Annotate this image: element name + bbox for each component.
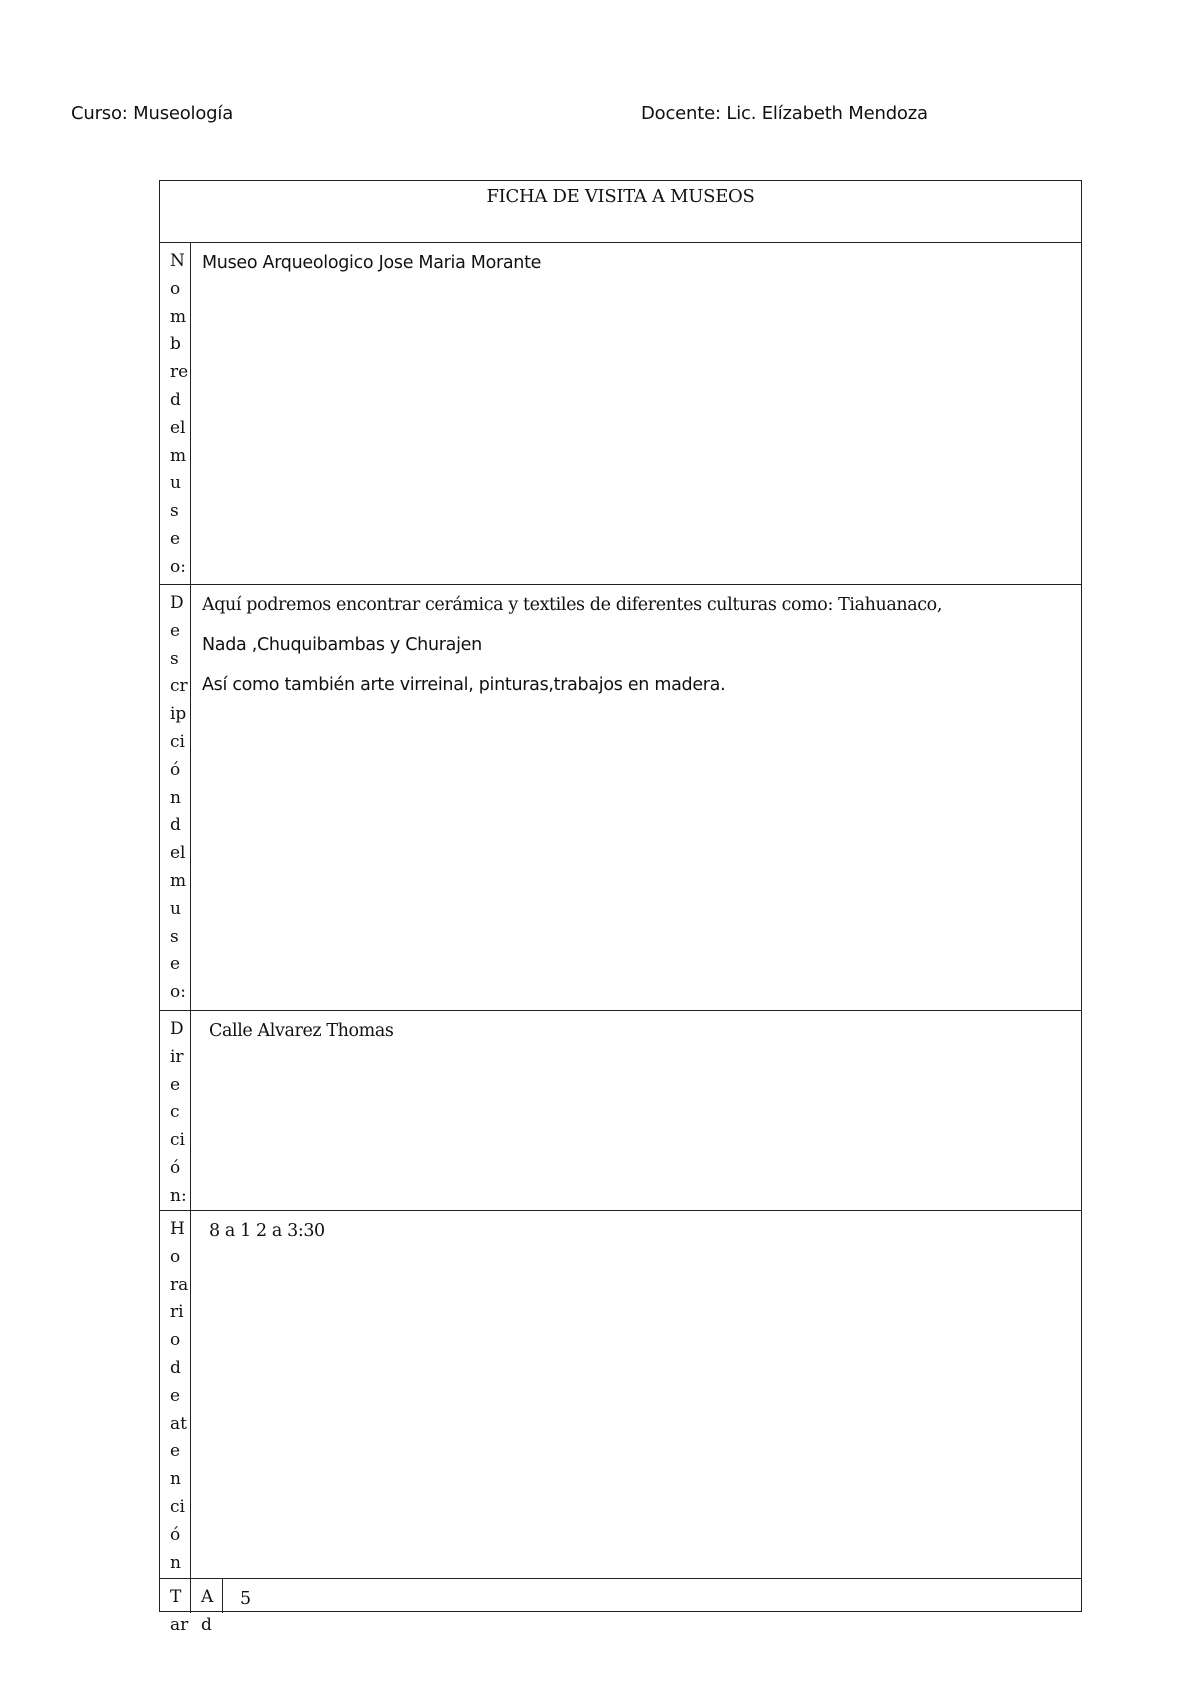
fee-label: T ar [160, 1579, 191, 1613]
museum-description-row [160, 584, 1081, 1010]
opening-hours-value: 8 a 1 2 a 3:30 [209, 1221, 325, 1241]
museum-description-label: D e s cr ip ci ó n d el m u s e o: [160, 585, 191, 1010]
fee-sub-label: A d [191, 1579, 223, 1613]
fee-value: 5 [240, 1589, 251, 1609]
description-line-2: Nada ,Chuquibambas y Churajen [202, 635, 482, 655]
opening-hours-row [160, 1210, 1081, 1578]
address-label: D ir e c ci ó n: [160, 1011, 191, 1210]
fee-row [160, 1578, 1081, 1635]
form-title: FICHA DE VISITA A MUSEOS [486, 186, 755, 207]
address-row [160, 1010, 1081, 1210]
visit-form-table [159, 180, 1082, 1635]
museum-name-row [160, 242, 1081, 584]
museum-name-value: Museo Arqueologico Jose Maria Morante [202, 253, 542, 273]
course-label: Curso: Museología [71, 103, 234, 124]
museum-description-value [202, 590, 1071, 710]
form-title-row [160, 181, 1081, 242]
description-line-3: Así como también arte virreinal, pinturas,trabajos en madera. [202, 675, 726, 695]
opening-hours-label: H o ra ri o d e at e n ci ó n [160, 1211, 191, 1578]
address-value: Calle Alvarez Thomas [209, 1021, 394, 1041]
description-line-1: Aquí podremos encontrar cerámica y textiles de diferentes culturas como: Tiahuanaco, [202, 595, 942, 615]
teacher-label: Docente: Lic. Elízabeth Mendoza [641, 103, 928, 124]
museum-name-label: N o m b re d el m u s e o: [160, 243, 191, 584]
